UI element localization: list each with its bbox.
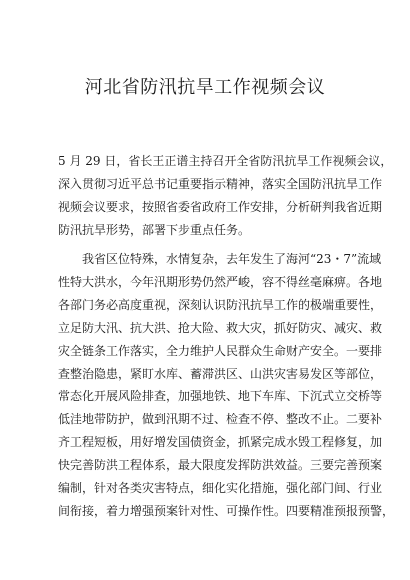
document-title: 河北省防汛抗旱工作视频会议 — [84, 77, 326, 98]
paragraph-line: 性特大洪水，今年汛期形势仍然严峻，容不得丝毫麻痹。各地 — [58, 274, 383, 289]
paragraph-line: 快完善防洪工程体系，最大限度发挥防洪效益。三要完善预案 — [58, 458, 383, 473]
paragraph-line: 间衔接，着力增强预案针对性、可操作性。四要精准预报预警， — [58, 503, 395, 518]
paragraph-line: 各部门务必高度重视，深刻认识防汛抗旱工作的极端重要性， — [58, 297, 383, 312]
paragraph-2 — [58, 248, 395, 523]
paragraph-line: 查整治隐患，紧盯水库、蓄滞洪区、山洪灾害易发区等部位， — [58, 366, 383, 381]
paragraph-line: 防汛抗旱形势，部署下步重点任务。 — [58, 222, 251, 237]
paragraph-line: 深入贯彻习近平总书记重要指示精神，落实全国防汛抗旱工作 — [58, 176, 383, 191]
paragraph-line: 视频会议要求，按照省委省政府工作安排，分析研判我省近期 — [58, 199, 383, 214]
paragraph-line: 编制，针对各类灾害特点，细化实化措施，强化部门间、行业 — [58, 481, 383, 496]
paragraph-line: 灾全链条工作落实，全力维护人民群众生命财产安全。一要排 — [58, 343, 383, 358]
paragraph-line: 常态化开展风险排查，加强地铁、地下车库、下沉式立交桥等 — [58, 389, 383, 404]
paragraph-line: 齐工程短板，用好增发国债资金，抓紧完成水毁工程修复，加 — [58, 435, 383, 450]
paragraph-line: 5 月 29 日，省长王正谱主持召开全省防汛抗旱工作视频会议， — [58, 154, 393, 168]
paragraph-line: 低洼地带防护，做到汛期不过、检查不停、整改不止。二要补 — [58, 412, 383, 427]
paragraph-line: 我省区位特殊，水情复杂，去年发生了海河“23・7”流域 — [58, 252, 382, 266]
paragraph-1 — [58, 150, 393, 242]
paragraph-line: 立足防大汛、抗大洪、抢大险、救大灾，抓好防灾、减灾、救 — [58, 320, 383, 335]
